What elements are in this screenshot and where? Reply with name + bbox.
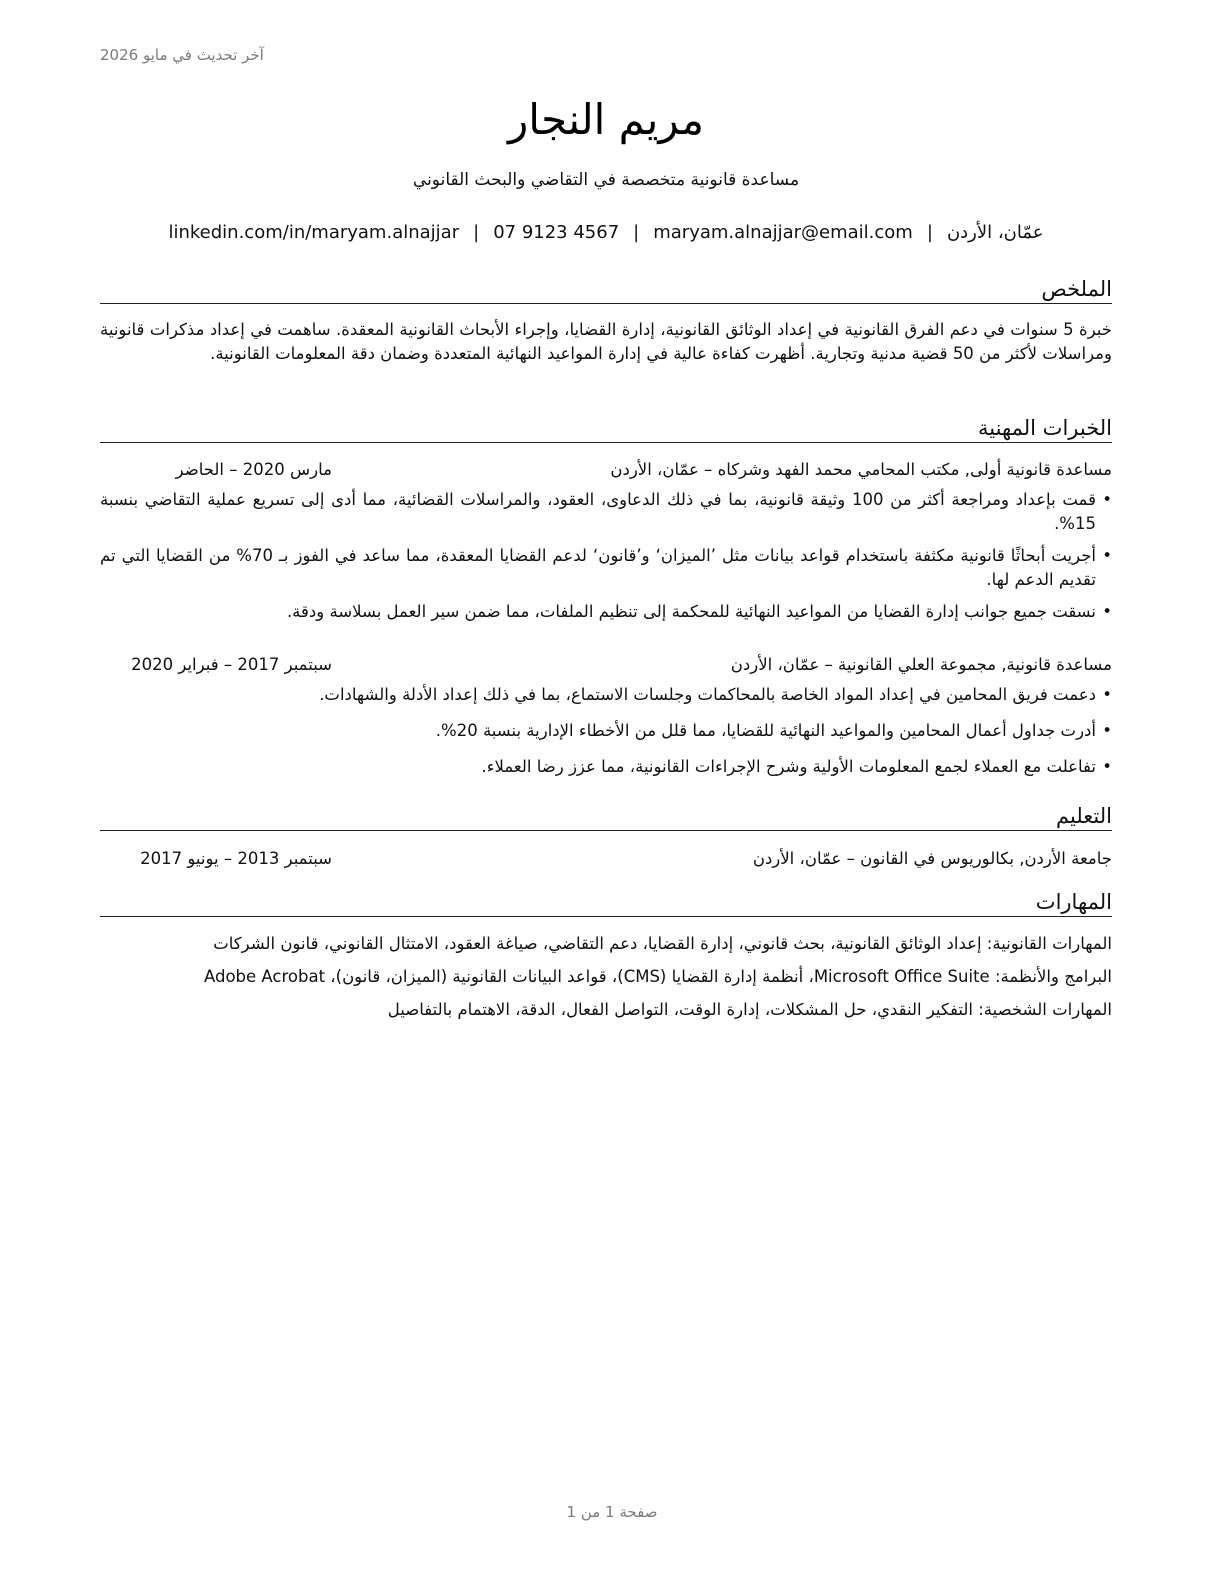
job-entry <box>100 653 1112 779</box>
education-date: سبتمبر 2013 – يونيو 2017 <box>140 849 332 868</box>
job-bullet: • نسقت جميع جوانب إدارة القضايا من المواعيد النهائية للمحكمة إلى تنظيم الملفات، مما ضمن سير العمل بسلاسة ودقة. <box>100 600 1112 624</box>
skills-list <box>100 927 1112 1026</box>
education-section <box>100 803 1112 871</box>
job-entry <box>100 458 1112 624</box>
job-header <box>100 458 1112 482</box>
skills-personal: المهارات الشخصية: التفكير النقدي، حل المشكلات، إدارة الوقت، التواصل الفعال، الدقة، الاهتمام بالتفاصيل <box>387 1000 1112 1019</box>
page-number: صفحة 1 من 1 <box>566 1503 658 1521</box>
job-date: سبتمبر 2017 – فبراير 2020 <box>131 655 332 674</box>
education-entry <box>100 847 1112 871</box>
skills-legal: المهارات القانونية: إعداد الوثائق القانونية، بحث قانوني، إدارة القضايا، دعم التقاضي، صياغة العقود، الامتثال القانوني، قانون الشركات <box>213 934 1112 953</box>
job-header <box>100 653 1112 677</box>
contact-separator: | <box>473 222 480 243</box>
job-bullet: • أجريت أبحاثًا قانونية مكثفة باستخدام قواعد بيانات مثل ’الميزان‘ و’قانون‘ لدعم القضايا المعقدة، مما ساعد في الفوز بـ 70% من القضايا التي تم تقديم الدعم لها. <box>100 544 1112 592</box>
last-updated: آخر تحديث في مايو 2026 <box>100 46 264 64</box>
candidate-title: مساعدة قانونية متخصصة في التقاضي والبحث القانوني <box>412 170 800 190</box>
job-bullets <box>100 488 1112 624</box>
contact-location: عمّان، الأردن <box>946 222 1044 243</box>
job-bullet: • دعمت فريق المحامين في إعداد المواد الخاصة بالمحاكمات وجلسات الاستماع، بما في ذلك إعداد الأدلة والشهادات. <box>100 683 1112 707</box>
contact-line <box>100 222 1112 243</box>
contact-separator: | <box>926 222 933 243</box>
job-bullet: • أدرت جداول أعمال المحامين والمواعيد النهائية للقضايا، مما قلل من الأخطاء الإدارية بنسبة 20%. <box>100 719 1112 743</box>
skills-heading: المهارات <box>100 889 1112 917</box>
education-heading: التعليم <box>100 803 1112 831</box>
job-date: مارس 2020 – الحاضر <box>175 460 332 479</box>
summary-section <box>100 276 1112 366</box>
experience-section <box>100 415 1112 779</box>
skills-section <box>100 889 1112 1026</box>
job-bullet: • قمت بإعداد ومراجعة أكثر من 100 وثيقة قانونية، بما في ذلك الدعاوى، العقود، والمراسلات القضائية، مما أدى إلى تسريع عملية التقاضي بنسبة 15%. <box>100 488 1112 536</box>
resume-page <box>100 0 1112 1584</box>
candidate-name: مريم النجار <box>508 95 704 144</box>
education-degree: جامعة الأردن, بكالوريوس في القانون – عمّان، الأردن <box>752 849 1112 868</box>
contact-email[interactable]: maryam.alnajjar@email.com <box>653 222 913 243</box>
job-bullets <box>100 683 1112 779</box>
contact-separator: | <box>633 222 640 243</box>
contact-linkedin[interactable]: linkedin.com/in/maryam.alnajjar <box>168 222 460 243</box>
job-bullet: • تفاعلت مع العملاء لجمع المعلومات الأولية وشرح الإجراءات القانونية، مما عزز رضا العملاء. <box>100 755 1112 779</box>
job-role: مساعدة قانونية أولى, مكتب المحامي محمد الفهد وشركاه – عمّان، الأردن <box>610 460 1112 479</box>
contact-phone: 07 9123 4567 <box>493 222 620 243</box>
summary-heading: الملخص <box>100 276 1112 304</box>
job-role: مساعدة قانونية, مجموعة العلي القانونية – عمّان، الأردن <box>730 655 1112 674</box>
summary-text: خبرة 5 سنوات في دعم الفرق القانونية في إعداد الوثائق القانونية، إدارة القضايا، وإجراء الأبحاث القانونية المعقدة. ساهمت في إعداد مذكرات قانونية ومراسلات لأكثر من 50 قضية مدنية وتجارية. أظهرت كفاءة عالية في إدارة المواعيد النهائية المتعددة وضمان دقة المعلومات القانونية. <box>100 320 1112 363</box>
skills-software: البرامج والأنظمة: Microsoft Office Suite، أنظمة إدارة القضايا (CMS)، قواعد البيانات القانونية (الميزان، قانون)، Adobe Acrobat <box>203 967 1112 986</box>
experience-heading: الخبرات المهنية <box>100 415 1112 443</box>
